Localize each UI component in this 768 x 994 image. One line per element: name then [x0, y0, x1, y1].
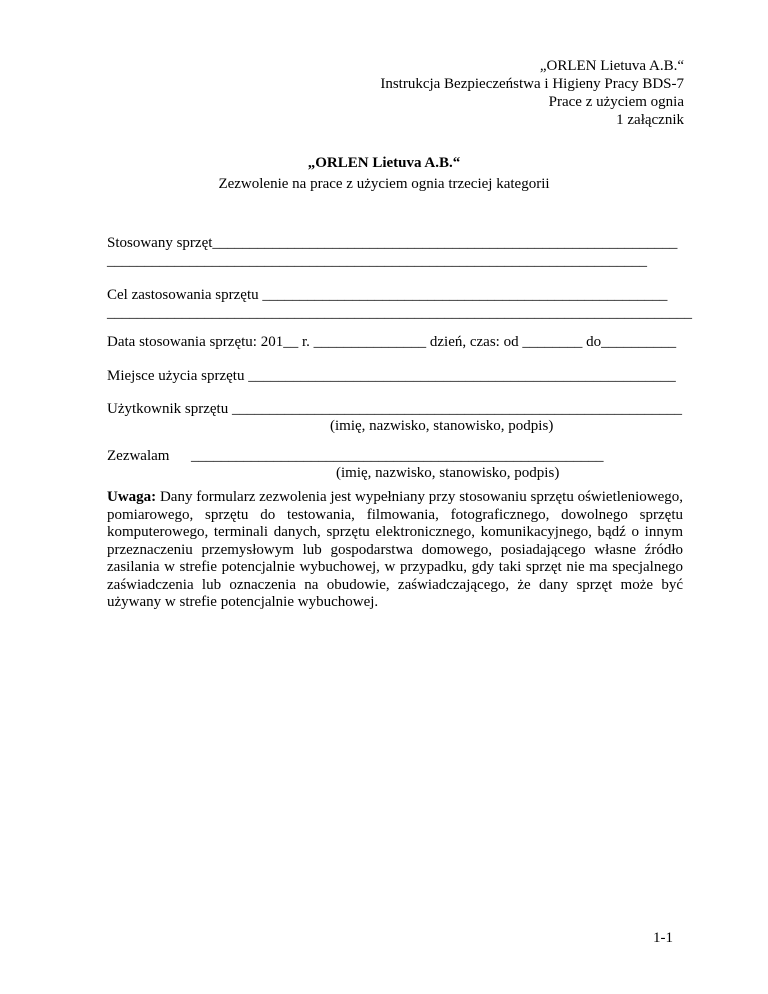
approve-caption: (imię, nazwisko, stanowisko, podpis): [336, 465, 560, 481]
note-text: Dany formularz zezwolenia jest wypełniany przy stosowaniu sprzętu oświetleniowego, pomiarowego, sprzętu do testowania, filmowania, fotograficznego, dowolnego sprzętu komputerowego, terminali danych, sprzętu elektronicznego, komunikacyjnego, bądź o innym przeznaczeniu przemysłowym lub gospodarstwa domowego, posiadającego własne źródło zasilania w strefie potencjalnie wybuchowej, w przypadku, gdy taki sprzęt nie ma specjalnego zaświadczenia lub oznaczenia na obudowie, zaświadczającego, że dany sprzęt może być używany w strefie potencjalnie wybuchowej.: [107, 489, 683, 610]
user-caption: (imię, nazwisko, stanowisko, podpis): [330, 418, 554, 434]
header-topic: Prace z użyciem ognia: [548, 94, 684, 110]
user-field[interactable]: Użytkownik sprzętu ____________________________________________________________: [107, 401, 682, 417]
note-paragraph: [107, 489, 683, 612]
header-instruction: Instrukcja Bezpieczeństwa i Higieny Pracy BDS-7: [380, 76, 684, 92]
equipment-field[interactable]: Stosowany sprzęt______________________________________________________________: [107, 235, 678, 251]
header-company: „ORLEN Lietuva A.B.“: [539, 58, 684, 74]
approve-signature-field[interactable]: _______________________________________________________: [191, 448, 604, 464]
purpose-field[interactable]: Cel zastosowania sprzętu ______________________________________________________: [107, 287, 668, 303]
equipment-field-continued[interactable]: ________________________________________________________________________: [107, 253, 647, 269]
place-field[interactable]: Miejsce użycia sprzętu _________________________________________________________: [107, 368, 676, 384]
page-number: 1-1: [653, 930, 673, 946]
date-time-field[interactable]: Data stosowania sprzętu: 201__ r. _______________ dzień, czas: od ________ do__________: [107, 334, 677, 350]
note-label: Uwaga:: [107, 489, 157, 505]
approve-label: Zezwalam: [107, 448, 170, 464]
document-company-title: „ORLEN Lietuva A.B.“: [307, 155, 461, 171]
purpose-field-continued[interactable]: ______________________________________________________________________________: [107, 305, 692, 321]
header-attachment: 1 załącznik: [616, 112, 684, 128]
document-title: Zezwolenie na prace z użyciem ognia trzeciej kategorii: [218, 176, 550, 192]
